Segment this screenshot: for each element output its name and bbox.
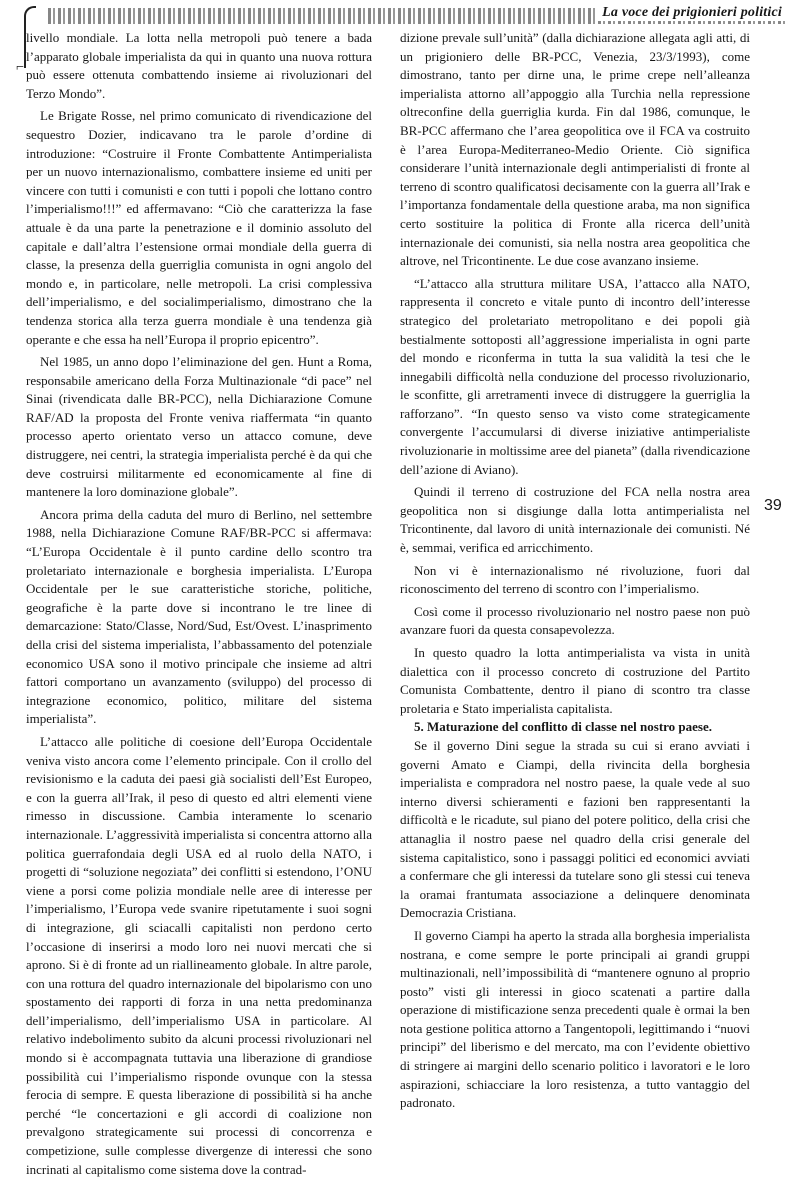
paragraph: Le Brigate Rosse, nel primo comunicato di rivendicazione del sequestro Dozier, indicavano tra le parole d’ordine di introduzione: “Costruire il Fronte Combattente Antimperialista per un nuovo internazionalismo, combattere insieme ed uniti per vincere con tutti i comunisti e con tutti i popoli che lottano contro l’imperialismo!!!” ed affermavano: “Ciò che caratterizza la fase attuale è da una parte la penetrazione e il dominio assoluto del capitale e dall’altra l’estensione ormai mondiale della guerra di classe, la presenza della guerriglia comunista in ogni angolo del mondo e, in particolare, nelle metropoli. La crisi complessiva dell’imperialismo, e del socialimperialismo, dimostrano che la tendenza storica alla terza guerra mondiale è una tendenza già operante e che essa ha nell’Europa il proprio epicentro”. [26, 108, 372, 347]
right-text-column [400, 29, 750, 1113]
paragraph: Nel 1985, un anno dopo l’eliminazione del gen. Hunt a Roma, responsabile americano della Forza Multinazionale “di pace” nel Sinai (rivendicata dalle BR-PCC), nella Dichiarazione Comune RAF/AD la proposta del Fronte veniva riaffermata “in quanto processo aperto orientato verso un attacco comune, deve distruggere, nei centri, la strategia imperialista perché è da qui che deve costruirsi militarmente ed economicamente al fine di mantenere la loro dominazione globale”. [26, 354, 372, 500]
paragraph: L’attacco alle politiche di coesione dell’Europa Occidentale veniva visto ancora come l’elemento principale. Con il crollo del revisionismo e la caduta dei paesi già socialisti dell’Est Europeo, e con la guerra all’Irak, il peso di questo ed altri elementi viene rimesso in discussione. Cambia interamente lo scenario internazionale. L’aggressività imperialista si concentra attorno alla politica guerrafondaia degli USA ed al ruolo della NATO, i progetti di “soluzione negoziata” dei conflitti si estendono, l’ONU viene a porsi come polizia mondiale nelle aree di interesse per l’imperialismo, l’Europa vede svanire ripetutamente i suoi sogni di integrazione, gli sciacalli capitalisti non perdono certo l’occasione di inserirsi a modo loro nei nuovi mercati che si aprono. Si è di fronte ad un riallineamento globale. In altre parole, con una rottura del quadro internazionale del bipolarismo con uno spostamento dei rapporti di forza in una netta predominanza dell’imperialismo, dell’imperialismo USA in particolare. Al relativo indebolimento subito da alcuni processi rivoluzionari nel mondo si è accompagnata tuttavia una liberazione di grandiose possibilità cui l’imperialismo risponde ovunque con la stessa ferocia di sempre. E questa liberazione di possibilità si ha anche perché “le concertazioni e gli accordi di coalizione non prevalgono strategicamente sui processi di concorrenza e competizione, sulle complesse divergenze di interessi che sono incrinati al capitalismo come sistema dove la contrad- [26, 733, 372, 1177]
paragraph: Il governo Ciampi ha aperto la strada alla borghesia imperialista nostrana, e come sempre le porte principali ai grandi gruppi multinazionali, nell’impossibilità di “mantenere ognuno al proprio posto” visti gli interessi in gioco scatenati a partire dalla operazione di mistificazione senza precedenti quale è ormai la ben nota gestione politica attorno a Tangentopoli, legittimando i “nuovi principi” del liberismo e del mercato, ma con l’evidente obiettivo di stringere ai margini dello scenario politico i lavoratori e le loro aspirazioni, schiacciare la loro resistenza, a tutto vantaggio del padronato. [400, 927, 750, 1111]
running-header-title: La voce dei prigionieri politici [598, 5, 786, 21]
paragraph: Così come il processo rivoluzionario nel nostro paese non può avanzare fuori da questa consapevolezza. [400, 603, 750, 638]
paragraph: “L’attacco alla struttura militare USA, l’attacco alla NATO, rappresenta il concreto e vitale punto di incontro dell’interesse strategico del proletariato metropolitano e dei popoli già bestialmente sottoposti all’aggressione imperialista in ogni parte del mondo e riconferma in tutta la sua validità la tesi che le innegabili difficoltà nella conduzione del processo rivoluzionario, le sconfitte, gli arretramenti invece di distruggere la guerriglia la rafforzano”. “In questo senso va visto come strategicamente convergente l’accumularsi di diverse iniziative antimperialiste rivoluzionarie in moltissime aree del pianeta” (dalla rivendicazione dell’azione di Aviano). [400, 275, 750, 477]
paragraph: Se il governo Dini segue la strada su cui si erano avviati i governi Amato e Ciampi, della rivincita della borghesia imperialista e compradora nel nostro paese, la quale vede al suo interno diversi schieramenti e fazioni ben rappresentanti la difficoltà e le ricadute, sul piano del potere politico, della crisi che attanaglia il nostro paese nel quadro della crisi generale del sistema capitalistico, sono i passaggi politici ed economici avviati a confermare che gli interessi da tutelare sono gli stessi cui teneva la oramai frantumata associazione a delinquere denominata Democrazia Cristiana. [400, 737, 750, 921]
section-heading: 5. Maturazione del conflitto di classe nel nostro paese. [414, 719, 713, 735]
paragraph: Ancora prima della caduta del muro di Berlino, nel settembre 1988, nella Dichiarazione Comune RAF/BR-PCC si affermava: “L’Europa Occidentale è il punto cardine dello scontro tra proletariato internazionale e borghesia imperialista. L’Europa Occidentale per le sue caratteristiche storiche, politiche, geografiche è la parte dove si incontrano le tre linee di demarcazione: Stato/Classe, Nord/Sud, Est/Ovest. L’inasprimento della crisi del sistema imperialista, l’abbassamento del potenziale economico USA sono il motivo principale che insieme ad altri fattori comportano un avanzamento (sviluppo) del processo di integrazione economico, politico, militare del sistema imperialista”. [26, 506, 372, 727]
paragraph: Non vi è internazionalismo né rivoluzione, fuori dal riconoscimento del terreno di scontro con l’imperialismo. [400, 562, 750, 597]
paragraph: livello mondiale. La lotta nella metropoli può tenere a bada l’apparato globale imperialista da qui in quanto una nuova rottura può essere ottenuta combattendo insieme ai rivoluzionari del Terzo Mondo”. [26, 30, 372, 101]
paragraph: In questo quadro la lotta antimperialista va vista in unità dialettica con il processo concreto di costruzione del Partito Comunista Combattente, dentro il piano di scontro tra classe proletaria e Stato imperialista capitalista. [400, 645, 750, 716]
margin-pen-mark: ⌐ [16, 60, 24, 75]
left-text-column [26, 29, 372, 1179]
paragraph: dizione prevale sull’unità” (dalla dichiarazione allegata agli atti, di un prigioniero delle BR-PCC, Venezia, 23/3/1993), come dimostrano, tanto per dirne una, le prime crepe nell’alleanza imperialista attorno all’appoggio alla Turchia nella repressione oltreconfine della guerriglia kurda. Fin dal 1986, comunque, le BR-PCC affermano che l’area geopolitica ove il FCA va costruito è l’area Europa-Mediterraneo-Medio Oriente. Ciò significa considerare l’unità internazionale degli antimperialisti di fronte al terreno di scontro qualificatosi decisamente con la guerra all’Irak e l’importanza fondamentale della questione araba, ma non significa certo sostituire la politica di Fronte alla ricerca dell’unità internazionale dei comunisti, sia nella nostra area geopolitica che altrove, nel Tricontinente. Le due cose avanzano insieme. [400, 30, 750, 269]
page-number: 39 [764, 497, 782, 514]
paragraph: Quindi il terreno di costruzione del FCA nella nostra area geopolitica non si disgiunge dalla lotta antimperialista nel Tricontinente, dal lavoro di unità internazionale dei comunisti. Né è, semmai, verifica ed arricchimento. [400, 484, 750, 556]
